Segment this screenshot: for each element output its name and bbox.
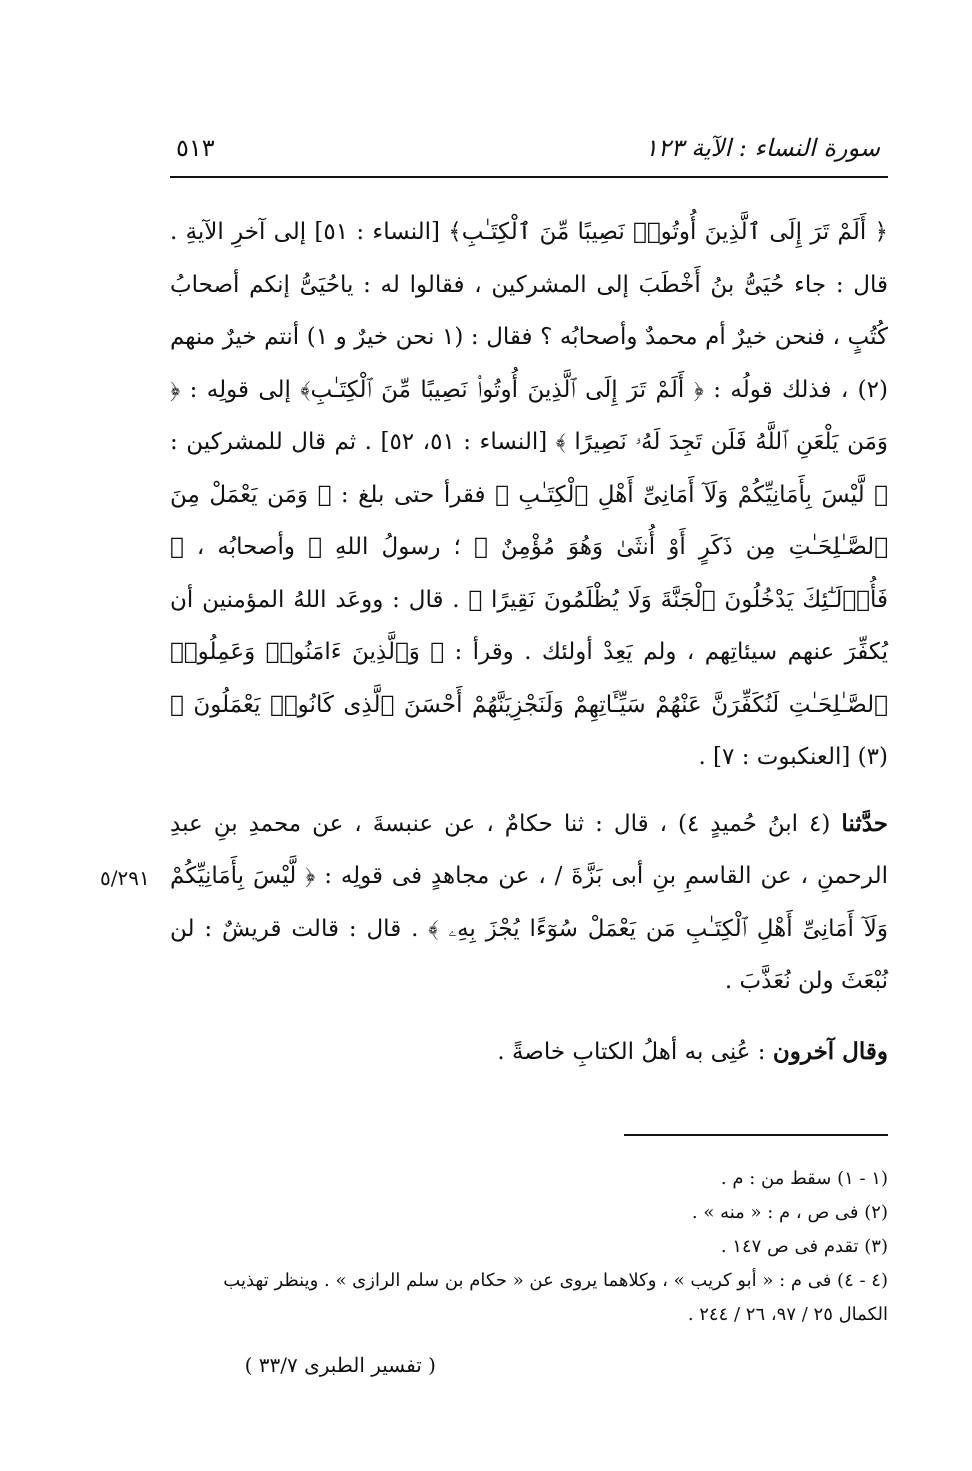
- page-number: ٥١٣: [176, 134, 215, 162]
- footnote-2: (٢) فى ص ، م : « منه » .: [691, 1202, 888, 1223]
- paragraph-3: [170, 1026, 888, 1079]
- page-footer: ( تفسير الطبرى ٣٣/٧ ): [244, 1353, 436, 1377]
- paragraph-2-text: (٤ ابنُ حُميدٍ ٤) ، قال : ثنا حكامٌ ، عن عنبسةَ ، عن محمدِ بنِ عبدِ الرحمنِ ، عن القاسمِ بنِ أبى بَزَّةَ / ، عن مجاهدٍ فى قولِه : ﴿ لَّيْسَ بِأَمَانِيِّكُمْ وَلَآ أَمَانِىِّ أَهْلِ ٱلْكِتَـٰبِ مَن يَعْمَلْ سُوٓءًا يُجْزَ بِهِۦ ﴾ . قال : قالت قريشٌ : لن نُبْعَثَ ولن نُعَذَّبَ .: [170, 810, 888, 994]
- margin-volume-page-note: ٥/٢٩١: [100, 866, 150, 890]
- paragraph-2: [170, 798, 888, 1008]
- running-header: [170, 128, 888, 172]
- paragraph-2-lead: حدَّثنا: [841, 809, 889, 837]
- footnote-1: (١ - ١) سقط من : م .: [720, 1168, 888, 1189]
- footnote-rule: [624, 1134, 888, 1136]
- paragraph-3-text: : عُنِى به أهلُ الكتابِ خاصةً .: [497, 1038, 766, 1065]
- header-rule: [170, 176, 888, 178]
- footnote-3: (٣) تقدم فى ص ١٤٧ .: [720, 1236, 888, 1257]
- footnote-4: (٤ - ٤) فى م : « أبو كريب » ، وكلاهما يروى عن « حكام بن سلم الرازى » . وينظر تهذيب الكمال ٢٥ / ٩٧، ٢٦ / ٢٤٤ .: [223, 1270, 888, 1325]
- surah-title: سورة النساء : الآية ١٢٣: [644, 134, 880, 162]
- main-text: [170, 206, 888, 1078]
- footnotes: [170, 1162, 888, 1332]
- paragraph-3-lead: وقال آخرون: [772, 1037, 888, 1065]
- paragraph-1: ﴿ أَلَمْ تَرَ إِلَى ٱلَّذِينَ أُوتُوا۟ نَصِيبًا مِّنَ ٱلْكِتَـٰبِ﴾ [النساء : ٥١] إلى آخرِ الآيةِ . قال : جاء حُيَىُّ بنُ أَخْطَبَ إلى المشركين ، فقالوا له : ياحُيَىُّ إنكم أصحابُ كُتُبٍ ، فنحن خيرٌ أم محمدٌ وأصحابُه ؟ فقال : (١ نحن خيرٌ و ١) أنتم خيرٌ منهم (٢) ، فذلك قولُه : ﴿ أَلَمْ تَرَ إِلَى ٱلَّذِينَ أُوتُوا۟ نَصِيبًا مِّنَ ٱلْكِتَـٰبِ﴾ إلى قولِه : ﴿ وَمَن يَلْعَنِ ٱللَّهُ فَلَن تَجِدَ لَهُۥ نَصِيرًا ﴾ [النساء : ٥١، ٥٢] . ثم قال للمشركين : ﴿ لَّيْسَ بِأَمَانِيِّكُمْ وَلَآ أَمَانِىِّ أَهْلِ ٱلْكِتَـٰبِ ﴾ فقرأ حتى بلغ : ﴿ وَمَن يَعْمَلْ مِنَ ٱلصَّـٰلِحَـٰتِ مِن ذَكَرٍ أَوْ أُنثَىٰ وَهُوَ مُؤْمِنٌ ﴾ ؛ رسولُ اللهِ ﷺ وأصحابُه ، ﴿ فَأُو۟لَـٰٓئِكَ يَدْخُلُونَ ٱلْجَنَّةَ وَلَا يُظْلَمُونَ نَقِيرًا ﴾ . قال : ووعَد اللهُ المؤمنين أن يُكفِّرَ عنهم سيئاتِهم ، ولم يَعِدْ أولئك . وقرأ : ﴿ وَٱلَّذِينَ ءَامَنُوا۟ وَعَمِلُوا۟ ٱلصَّـٰلِحَـٰتِ لَنُكَفِّرَنَّ عَنْهُمْ سَيِّـَٔاتِهِمْ وَلَنَجْزِيَنَّهُمْ أَحْسَنَ ٱلَّذِى كَانُوا۟ يَعْمَلُونَ ﴾ (٣) [العنكبوت : ٧] .: [170, 219, 888, 770]
